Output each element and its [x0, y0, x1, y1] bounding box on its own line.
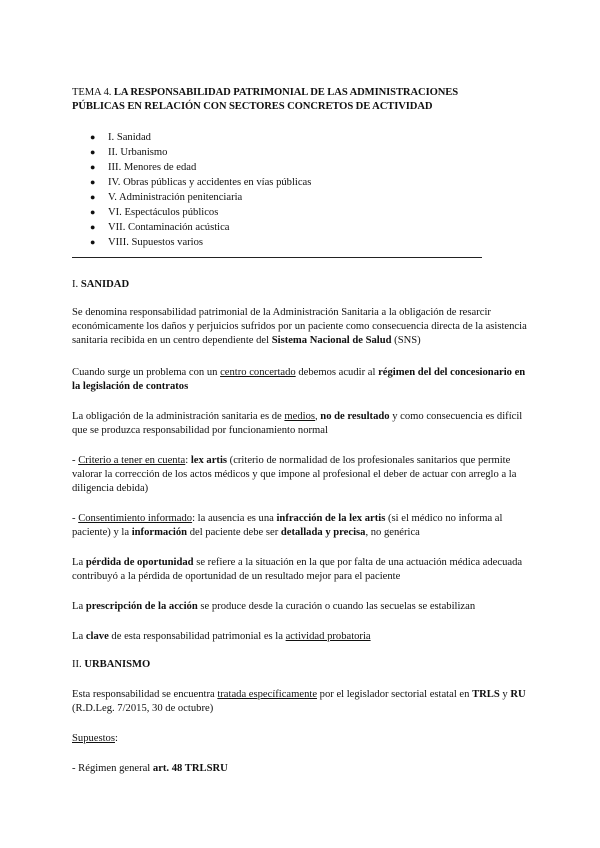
- title-line-1: LA RESPONSABILIDAD PATRIMONIAL DE LAS ADMINISTRACIONES: [113, 87, 459, 98]
- paragraph-prescripcion: La prescripción de la acción se produce desde la curación o cuando las secuelas se estabilizan: [72, 601, 476, 612]
- toc-item: ● II. Urbanismo: [90, 147, 168, 158]
- bullet-icon: ●: [90, 222, 96, 232]
- paragraph-lex-artis: - Criterio a tener en cuenta: lex artis (criterio de normalidad de los profesionales sanitarios que permite valorar la corrección de los actos médicos y que impone al profesional el deber de actuar con arreglo a la diligencia debida): [72, 455, 517, 494]
- paragraph-consentimiento: - Consentimiento informado: la ausencia es una infracción de la lex artis (si el médico no informa al paciente) y la información del paciente debe ser detallada y precisa, no genérica: [72, 513, 503, 538]
- toc-item: ● V. Administración penitenciaria: [90, 192, 243, 203]
- section-heading-urbanismo: II. URBANISMO: [72, 659, 151, 670]
- toc-item: ● VI. Espectáculos públicos: [90, 207, 219, 218]
- bullet-icon: ●: [90, 147, 96, 157]
- bullet-icon: ●: [90, 132, 96, 142]
- bullet-icon: ●: [90, 177, 96, 187]
- paragraph-obligacion: La obligación de la administración sanitaria es de medios, no de resultado y como consecuencia es difícil que se produzca responsabilidad por funcionamiento normal: [72, 411, 523, 436]
- paragraph-regimen-general: - Régimen general art. 48 TRLSRU: [72, 763, 228, 774]
- paragraph-clave: La clave de esta responsabilidad patrimonial es la actividad probatoria: [72, 631, 371, 642]
- toc-item: ● VIII. Supuestos varios: [90, 237, 204, 248]
- table-of-contents: [72, 130, 492, 250]
- toc-item: ● IV. Obras públicas y accidentes en vías públicas: [90, 177, 312, 188]
- bullet-icon: ●: [90, 237, 96, 247]
- bullet-icon: ●: [90, 207, 96, 217]
- title-line-2: PÚBLICAS EN RELACIÓN CON SECTORES CONCRETOS DE ACTIVIDAD: [72, 101, 433, 112]
- bullet-icon: ●: [90, 162, 96, 172]
- document-title: [72, 86, 502, 114]
- supuestos-label: Supuestos:: [72, 733, 118, 744]
- paragraph-definition: Se denomina responsabilidad patrimonial de la Administración Sanitaria a la obligación de resarcir económicamente los daños y perjuicios sufridos por un paciente como consecuencia directa de la asistencia sanitaria recibida en un centro dependiente del Sistema Nacional de Salud (SNS): [72, 307, 527, 346]
- toc-item: ● VII. Contaminación acústica: [90, 222, 230, 233]
- title-prefix: TEMA 4.: [72, 87, 112, 98]
- toc-item: ● III. Menores de edad: [90, 162, 197, 173]
- horizontal-divider: [72, 257, 482, 258]
- paragraph-urbanismo: Esta responsabilidad se encuentra tratada específicamente por el legislador sectorial estatal en TRLS y RU (R.D.Leg. 7/2015, 30 de octubre): [72, 689, 526, 714]
- paragraph-perdida-oportunidad: La pérdida de oportunidad se refiere a la situación en la que por falta de una actuación médica adecuada contribuyó a la pérdida de oportunidad de un resultado mejor para el paciente: [72, 557, 523, 582]
- paragraph-concertado: Cuando surge un problema con un centro concertado debemos acudir al régimen del del concesionario en la legislación de contratos: [72, 367, 526, 392]
- section-heading-sanidad: I. SANIDAD: [72, 279, 130, 290]
- toc-item: ● I. Sanidad: [90, 132, 151, 143]
- bullet-icon: ●: [90, 192, 96, 202]
